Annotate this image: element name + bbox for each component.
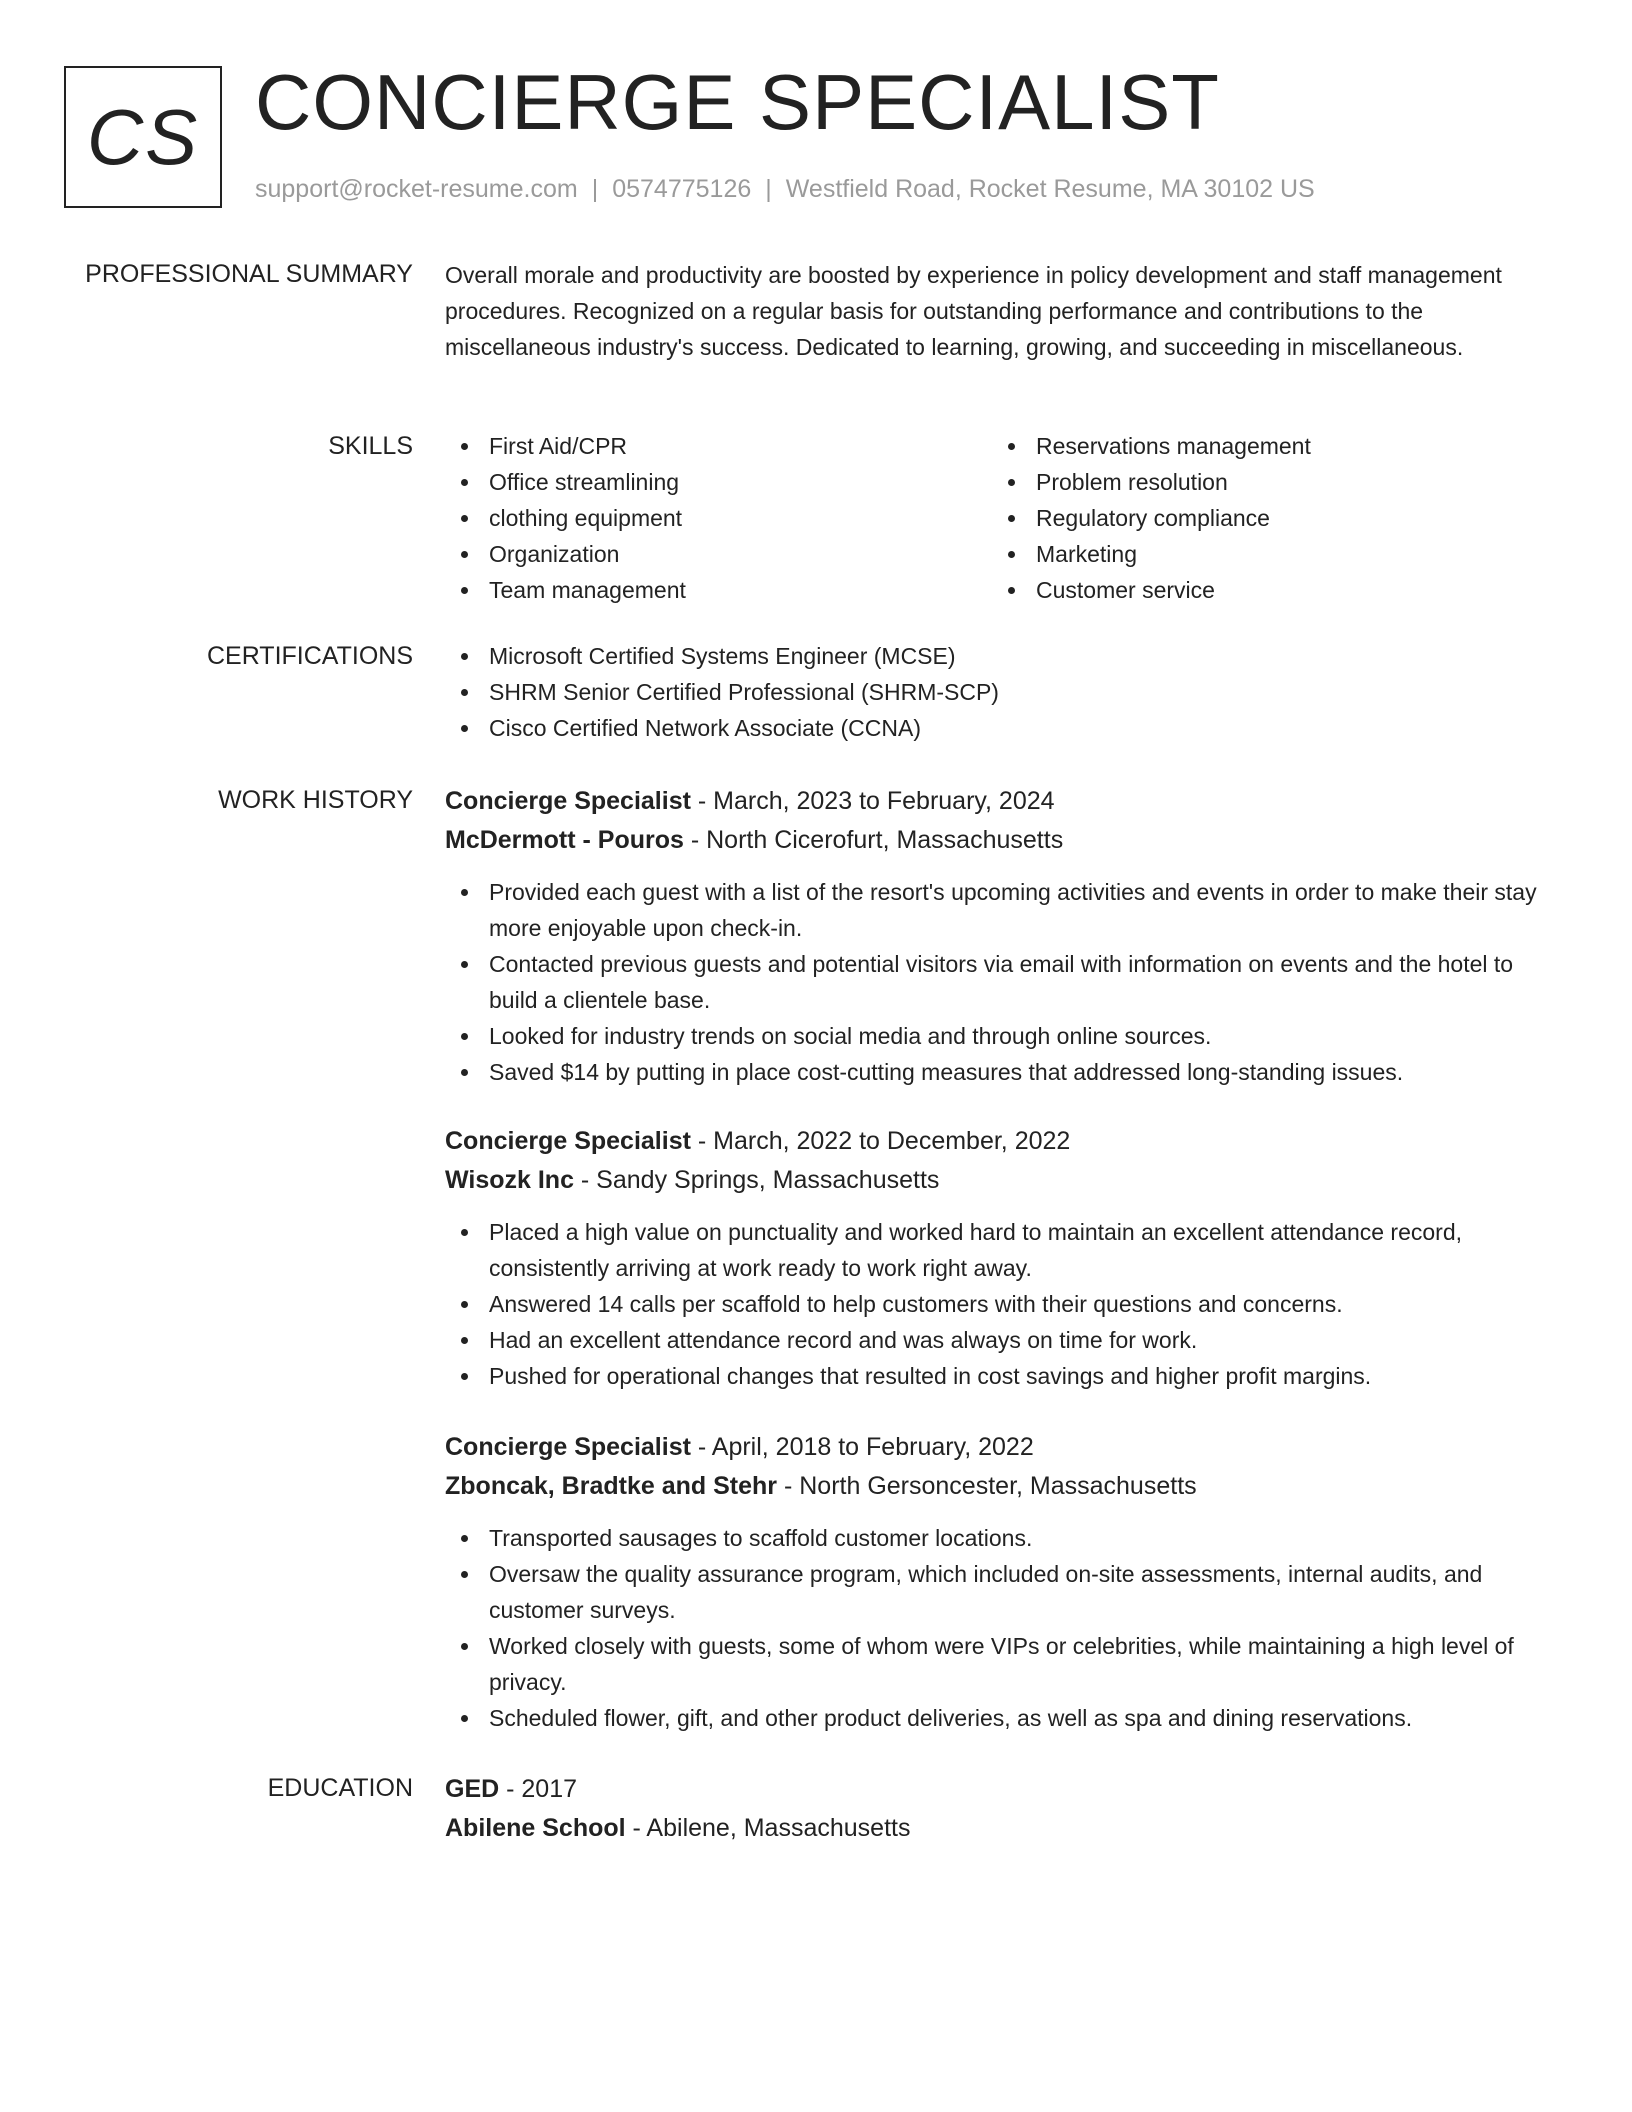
job-title: Concierge Specialist (445, 787, 691, 815)
job-employer: Zboncak, Bradtke and Stehr (445, 1472, 778, 1500)
education-content (445, 1770, 1560, 1848)
monogram-initials: CS (86, 92, 200, 181)
skills-list-left (445, 428, 992, 608)
job-duty-item: Looked for industry trends on social media and through online sources. (445, 1018, 1560, 1054)
job-duty-item: Answered 14 calls per scaffold to help customers with their questions and concerns. (445, 1286, 1560, 1322)
certifications-content (445, 638, 1560, 746)
skill-item: Office streamlining (445, 464, 992, 500)
contact-separator: | (765, 175, 772, 203)
contact-address: Westfield Road, Rocket Resume, MA 30102 US (785, 175, 1315, 203)
job-duty-item: Oversaw the quality assurance program, which included on-site assessments, internal audits, and customer surveys. (445, 1556, 1560, 1628)
education-degree-line (445, 1770, 1560, 1808)
skill-item: Organization (445, 536, 992, 572)
skill-item: Problem resolution (992, 464, 1539, 500)
resume-name: CONCIERGE SPECIALIST (255, 58, 1220, 146)
education-year: - 2017 (499, 1775, 578, 1803)
job-title: Concierge Specialist (445, 1433, 691, 1461)
job-entry (445, 1122, 1560, 1394)
skills-list-right (992, 428, 1539, 608)
skill-item: Customer service (992, 572, 1539, 608)
skill-item: Marketing (992, 536, 1539, 572)
job-duty-item: Provided each guest with a list of the resort's upcoming activities and events in order to make their stay more enjoyable upon check-in. (445, 874, 1560, 946)
education-school-line (445, 1808, 1560, 1848)
section-label-certifications: CERTIFICATIONS (206, 642, 413, 670)
contact-separator: | (591, 175, 599, 203)
skill-item: Regulatory compliance (992, 500, 1539, 536)
skills-columns (445, 428, 1560, 608)
job-dates: - April, 2018 to February, 2022 (690, 1433, 1034, 1461)
skill-item: Team management (445, 572, 992, 608)
contact-phone: 0574775126 (612, 175, 752, 203)
job-location: - Sandy Springs, Massachusetts (573, 1166, 940, 1194)
job-title-line (445, 1122, 1560, 1160)
job-entry (445, 1428, 1560, 1736)
job-title-line (445, 782, 1560, 820)
job-employer-line (445, 1466, 1560, 1506)
section-label-skills: SKILLS (328, 432, 413, 460)
section-label-education: EDUCATION (267, 1774, 413, 1802)
summary-text: Overall morale and productivity are boosted by experience in policy development and staff management procedures. Recognized on a regular basis for outstanding performance and contributions to the miscellaneous industry's success. Dedicated to learning, growing, and succeeding in miscellaneous. (445, 262, 1502, 360)
job-dates: - March, 2023 to February, 2024 (690, 787, 1055, 815)
skill-item: Reservations management (992, 428, 1539, 464)
job-dates: - March, 2022 to December, 2022 (690, 1127, 1071, 1155)
job-duty-item: Pushed for operational changes that resulted in cost savings and higher profit margins. (445, 1358, 1560, 1394)
job-employer-line (445, 1160, 1560, 1200)
job-employer-line (445, 820, 1560, 860)
skill-item: clothing equipment (445, 500, 992, 536)
job-duty-item: Contacted previous guests and potential visitors via email with information on events and the hotel to build a clientele base. (445, 946, 1560, 1018)
job-employer: McDermott - Pouros (445, 826, 684, 854)
certifications-list (445, 638, 1560, 746)
section-label-work: WORK HISTORY (218, 786, 413, 814)
job-duty-item: Had an excellent attendance record and was always on time for work. (445, 1322, 1560, 1358)
contact-email: support@rocket-resume.com (255, 175, 578, 203)
job-duty-item: Transported sausages to scaffold customer locations. (445, 1520, 1560, 1556)
certification-item: Cisco Certified Network Associate (CCNA) (445, 710, 1560, 746)
education-school: Abilene School (445, 1814, 626, 1842)
education-degree: GED (445, 1775, 500, 1803)
monogram-badge (64, 66, 222, 208)
job-duty-item: Saved $14 by putting in place cost-cutting measures that addressed long-standing issues. (445, 1054, 1560, 1090)
education-location: - Abilene, Massachusetts (625, 1814, 911, 1842)
job-duty-item: Scheduled flower, gift, and other product deliveries, as well as spa and dining reservations. (445, 1700, 1560, 1736)
job-location: - North Cicerofurt, Massachusetts (683, 826, 1064, 854)
job-title: Concierge Specialist (445, 1127, 691, 1155)
certification-item: Microsoft Certified Systems Engineer (MCSE) (445, 638, 1560, 674)
job-title-line (445, 1428, 1560, 1466)
section-label-summary: PROFESSIONAL SUMMARY (85, 260, 413, 288)
job-duties-list (445, 1214, 1560, 1394)
job-duty-item: Placed a high value on punctuality and worked hard to maintain an excellent attendance record, consistently arriving at work ready to work right away. (445, 1214, 1560, 1286)
contact-line (255, 172, 1315, 206)
job-duties-list (445, 1520, 1560, 1736)
job-location: - North Gersoncester, Massachusetts (777, 1472, 1197, 1500)
job-employer: Wisozk Inc (445, 1166, 574, 1194)
job-entry (445, 782, 1560, 1090)
job-duty-item: Worked closely with guests, some of whom were VIPs or celebrities, while maintaining a high level of privacy. (445, 1628, 1560, 1700)
job-duties-list (445, 874, 1560, 1090)
certification-item: SHRM Senior Certified Professional (SHRM-SCP) (445, 674, 1560, 710)
skill-item: First Aid/CPR (445, 428, 992, 464)
